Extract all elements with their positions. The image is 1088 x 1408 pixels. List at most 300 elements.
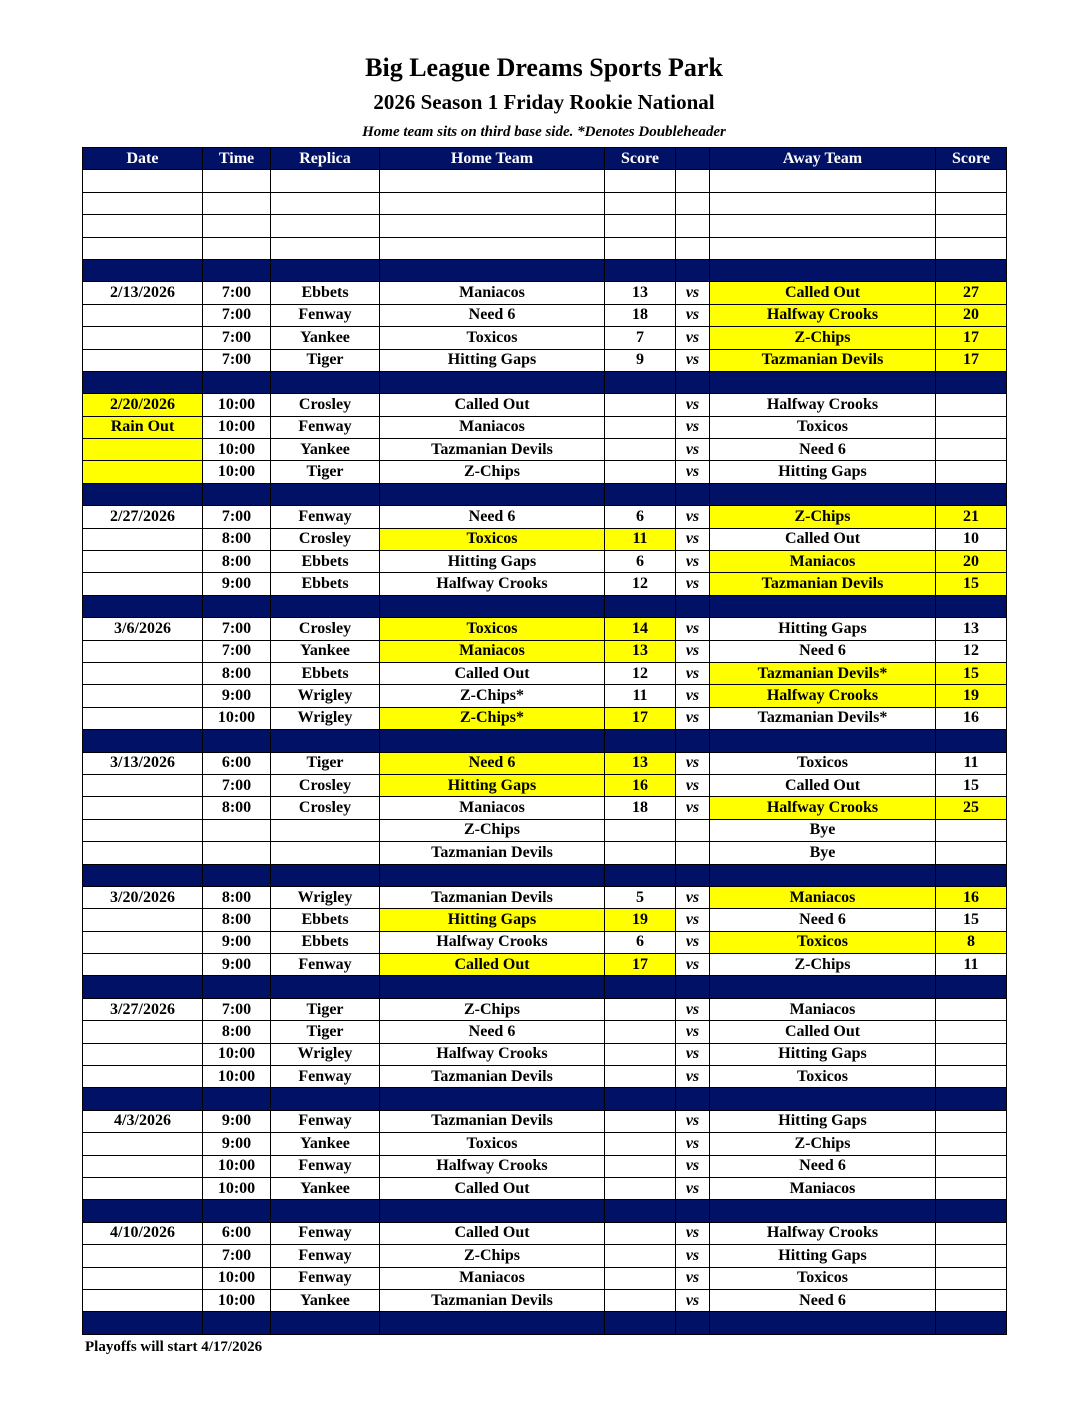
separator-cell <box>605 1088 676 1110</box>
date-cell <box>83 439 203 461</box>
away-team-cell: Called Out <box>710 282 936 304</box>
away-score-cell: 27 <box>936 282 1007 304</box>
replica-cell: Wrigley <box>271 685 380 707</box>
home-score-cell <box>605 842 676 864</box>
away-score-cell <box>936 1222 1007 1244</box>
away-score-cell: 25 <box>936 797 1007 819</box>
time-cell: 7:00 <box>203 327 271 349</box>
blank-cell <box>710 192 936 214</box>
away-team-cell: Hitting Gaps <box>710 461 936 483</box>
away-team-cell: Called Out <box>710 528 936 550</box>
away-score-cell <box>936 1177 1007 1199</box>
time-cell: 9:00 <box>203 931 271 953</box>
game-row <box>83 797 1007 819</box>
game-row <box>83 774 1007 796</box>
away-team-cell: Need 6 <box>710 909 936 931</box>
vs-cell <box>676 819 710 841</box>
separator-cell <box>271 730 380 752</box>
date-cell <box>83 954 203 976</box>
away-team-cell: Called Out <box>710 1021 936 1043</box>
date-cell <box>83 797 203 819</box>
vs-cell: vs <box>676 685 710 707</box>
home-score-cell: 7 <box>605 327 676 349</box>
away-score-cell <box>936 439 1007 461</box>
blank-cell <box>83 192 203 214</box>
away-team-cell: Maniacos <box>710 1177 936 1199</box>
home-score-cell: 13 <box>605 640 676 662</box>
blank-cell <box>710 237 936 259</box>
separator-cell <box>676 1312 710 1334</box>
separator-cell <box>936 1200 1007 1222</box>
away-score-cell: 16 <box>936 886 1007 908</box>
separator-cell <box>380 864 605 886</box>
col-date-header: Date <box>83 148 203 170</box>
separator-cell <box>83 1312 203 1334</box>
separator-cell <box>936 595 1007 617</box>
home-score-cell: 16 <box>605 774 676 796</box>
blank-cell <box>271 192 380 214</box>
separator-cell <box>676 259 710 281</box>
game-row <box>83 439 1007 461</box>
home-score-cell: 14 <box>605 618 676 640</box>
vs-cell: vs <box>676 439 710 461</box>
game-row <box>83 282 1007 304</box>
away-score-cell <box>936 394 1007 416</box>
separator-cell <box>676 976 710 998</box>
separator-cell <box>83 483 203 505</box>
vs-cell: vs <box>676 349 710 371</box>
date-cell: 4/10/2026 <box>83 1222 203 1244</box>
time-cell: 7:00 <box>203 349 271 371</box>
col-away-team-header: Away Team <box>710 148 936 170</box>
replica-cell: Crosley <box>271 797 380 819</box>
game-row <box>83 394 1007 416</box>
date-cell <box>83 685 203 707</box>
away-team-cell: Tazmanian Devils <box>710 349 936 371</box>
date-cell <box>83 774 203 796</box>
separator-cell <box>605 730 676 752</box>
separator-cell <box>710 976 936 998</box>
replica-cell: Yankee <box>271 1177 380 1199</box>
away-score-cell: 20 <box>936 304 1007 326</box>
separator-cell <box>710 371 936 393</box>
page-title: Big League Dreams Sports Park <box>365 53 723 82</box>
game-row <box>83 1267 1007 1289</box>
home-score-cell <box>605 1133 676 1155</box>
replica-cell: Fenway <box>271 304 380 326</box>
replica-cell: Tiger <box>271 1021 380 1043</box>
col-home-score-header: Score <box>605 148 676 170</box>
away-score-cell: 13 <box>936 618 1007 640</box>
date-cell <box>83 1043 203 1065</box>
time-cell: 10:00 <box>203 416 271 438</box>
home-team-cell: Hitting Gaps <box>380 909 605 931</box>
away-team-cell: Need 6 <box>710 1289 936 1311</box>
replica-cell: Crosley <box>271 394 380 416</box>
game-row <box>83 1133 1007 1155</box>
vs-cell: vs <box>676 304 710 326</box>
date-cell <box>83 662 203 684</box>
time-cell <box>203 819 271 841</box>
replica-cell: Ebbets <box>271 573 380 595</box>
date-cell: Rain Out <box>83 416 203 438</box>
separator-cell <box>605 864 676 886</box>
away-team-cell: Halfway Crooks <box>710 394 936 416</box>
game-row <box>83 842 1007 864</box>
away-team-cell: Hitting Gaps <box>710 1110 936 1132</box>
blank-cell <box>710 215 936 237</box>
away-team-cell: Maniacos <box>710 551 936 573</box>
game-row <box>83 1110 1007 1132</box>
separator-cell <box>380 371 605 393</box>
date-cell: 2/20/2026 <box>83 394 203 416</box>
game-row <box>83 640 1007 662</box>
home-score-cell <box>605 439 676 461</box>
away-score-cell <box>936 842 1007 864</box>
replica-cell: Wrigley <box>271 707 380 729</box>
separator-cell <box>271 976 380 998</box>
blank-cell <box>380 215 605 237</box>
game-row <box>83 662 1007 684</box>
separator-cell <box>380 259 605 281</box>
away-score-cell <box>936 1155 1007 1177</box>
game-row <box>83 573 1007 595</box>
replica-cell: Ebbets <box>271 931 380 953</box>
date-cell: 4/3/2026 <box>83 1110 203 1132</box>
away-score-cell <box>936 819 1007 841</box>
replica-cell: Fenway <box>271 1110 380 1132</box>
vs-cell: vs <box>676 774 710 796</box>
home-score-cell: 5 <box>605 886 676 908</box>
home-team-cell: Called Out <box>380 662 605 684</box>
separator-cell <box>203 1088 271 1110</box>
separator-cell <box>380 483 605 505</box>
replica-cell: Ebbets <box>271 282 380 304</box>
separator-cell <box>83 864 203 886</box>
separator-cell <box>380 595 605 617</box>
vs-cell: vs <box>676 528 710 550</box>
vs-cell: vs <box>676 1155 710 1177</box>
vs-cell: vs <box>676 1267 710 1289</box>
separator-cell <box>380 1200 605 1222</box>
separator-cell <box>710 259 936 281</box>
vs-cell: vs <box>676 282 710 304</box>
home-score-cell: 13 <box>605 282 676 304</box>
home-score-cell <box>605 1021 676 1043</box>
vs-cell: vs <box>676 886 710 908</box>
separator-cell <box>710 1088 936 1110</box>
away-score-cell: 21 <box>936 506 1007 528</box>
away-score-cell <box>936 1066 1007 1088</box>
blank-cell <box>271 237 380 259</box>
header-note: Home team sits on third base side. *Denotes Doubleheader <box>362 124 726 140</box>
home-team-cell: Hitting Gaps <box>380 551 605 573</box>
replica-cell: Wrigley <box>271 1043 380 1065</box>
time-cell: 8:00 <box>203 797 271 819</box>
away-score-cell: 11 <box>936 752 1007 774</box>
game-row <box>83 1066 1007 1088</box>
week-separator <box>83 595 1007 617</box>
blank-cell <box>83 215 203 237</box>
separator-cell <box>203 1200 271 1222</box>
home-score-cell: 17 <box>605 954 676 976</box>
week-separator <box>83 976 1007 998</box>
home-score-cell: 6 <box>605 506 676 528</box>
home-score-cell <box>605 416 676 438</box>
date-cell <box>83 349 203 371</box>
home-team-cell: Z-Chips <box>380 461 605 483</box>
separator-cell <box>710 483 936 505</box>
week-separator <box>83 371 1007 393</box>
separator-cell <box>676 371 710 393</box>
separator-cell <box>380 1312 605 1334</box>
home-team-cell: Called Out <box>380 394 605 416</box>
separator-cell <box>936 483 1007 505</box>
date-cell <box>83 931 203 953</box>
blank-cell <box>676 215 710 237</box>
time-cell: 8:00 <box>203 886 271 908</box>
home-score-cell <box>605 461 676 483</box>
vs-cell: vs <box>676 1043 710 1065</box>
away-team-cell: Toxicos <box>710 416 936 438</box>
blank-cell <box>271 215 380 237</box>
home-score-cell: 11 <box>605 528 676 550</box>
date-cell <box>83 327 203 349</box>
away-team-cell: Hitting Gaps <box>710 1245 936 1267</box>
home-team-cell: Hitting Gaps <box>380 774 605 796</box>
replica-cell: Crosley <box>271 528 380 550</box>
vs-cell: vs <box>676 1133 710 1155</box>
away-score-cell: 15 <box>936 573 1007 595</box>
home-team-cell: Maniacos <box>380 640 605 662</box>
home-team-cell: Need 6 <box>380 506 605 528</box>
time-cell: 10:00 <box>203 1177 271 1199</box>
date-cell <box>83 1021 203 1043</box>
time-cell: 9:00 <box>203 685 271 707</box>
separator-cell <box>676 730 710 752</box>
away-team-cell: Halfway Crooks <box>710 685 936 707</box>
blank-row <box>83 215 1007 237</box>
blank-cell <box>203 170 271 192</box>
home-team-cell: Maniacos <box>380 416 605 438</box>
time-cell: 6:00 <box>203 752 271 774</box>
home-team-cell: Called Out <box>380 1177 605 1199</box>
date-cell <box>83 551 203 573</box>
time-cell: 7:00 <box>203 774 271 796</box>
game-row <box>83 349 1007 371</box>
replica-cell: Ebbets <box>271 551 380 573</box>
away-score-cell <box>936 1021 1007 1043</box>
blank-cell <box>605 215 676 237</box>
away-team-cell: Z-Chips <box>710 1133 936 1155</box>
game-row <box>83 909 1007 931</box>
home-score-cell <box>605 998 676 1020</box>
replica-cell: Wrigley <box>271 886 380 908</box>
home-team-cell: Need 6 <box>380 752 605 774</box>
date-cell <box>83 1289 203 1311</box>
game-row <box>83 327 1007 349</box>
blank-cell <box>676 192 710 214</box>
home-score-cell: 11 <box>605 685 676 707</box>
separator-cell <box>710 1312 936 1334</box>
date-cell <box>83 707 203 729</box>
replica-cell: Yankee <box>271 640 380 662</box>
away-score-cell: 11 <box>936 954 1007 976</box>
away-score-cell: 8 <box>936 931 1007 953</box>
separator-cell <box>676 1088 710 1110</box>
separator-cell <box>710 1200 936 1222</box>
home-team-cell: Called Out <box>380 1222 605 1244</box>
home-score-cell <box>605 1245 676 1267</box>
col-home-team-header: Home Team <box>380 148 605 170</box>
game-row <box>83 819 1007 841</box>
away-score-cell: 15 <box>936 909 1007 931</box>
home-team-cell: Z-Chips* <box>380 685 605 707</box>
away-team-cell: Toxicos <box>710 931 936 953</box>
replica-cell: Tiger <box>271 349 380 371</box>
blank-cell <box>936 237 1007 259</box>
time-cell: 8:00 <box>203 909 271 931</box>
schedule-body <box>83 170 1007 1334</box>
week-separator <box>83 1088 1007 1110</box>
separator-cell <box>936 730 1007 752</box>
time-cell: 10:00 <box>203 1066 271 1088</box>
header-row <box>83 148 1007 170</box>
away-team-cell: Z-Chips <box>710 954 936 976</box>
separator-cell <box>203 595 271 617</box>
game-row <box>83 1155 1007 1177</box>
replica-cell: Fenway <box>271 1222 380 1244</box>
away-score-cell: 15 <box>936 662 1007 684</box>
separator-cell <box>936 1312 1007 1334</box>
game-row <box>83 551 1007 573</box>
separator-cell <box>936 1088 1007 1110</box>
vs-cell: vs <box>676 797 710 819</box>
away-team-cell: Hitting Gaps <box>710 618 936 640</box>
home-team-cell: Z-Chips <box>380 819 605 841</box>
blank-cell <box>710 170 936 192</box>
home-team-cell: Halfway Crooks <box>380 1043 605 1065</box>
time-cell: 9:00 <box>203 1133 271 1155</box>
away-score-cell: 10 <box>936 528 1007 550</box>
blank-cell <box>271 170 380 192</box>
home-score-cell: 17 <box>605 707 676 729</box>
game-row <box>83 931 1007 953</box>
blank-cell <box>380 170 605 192</box>
game-row <box>83 998 1007 1020</box>
separator-cell <box>605 976 676 998</box>
away-score-cell: 16 <box>936 707 1007 729</box>
replica-cell: Ebbets <box>271 909 380 931</box>
blank-cell <box>203 237 271 259</box>
game-row <box>83 416 1007 438</box>
date-cell: 3/20/2026 <box>83 886 203 908</box>
away-team-cell: Bye <box>710 819 936 841</box>
blank-cell <box>936 170 1007 192</box>
away-team-cell: Maniacos <box>710 886 936 908</box>
week-separator <box>83 259 1007 281</box>
vs-cell <box>676 842 710 864</box>
away-score-cell <box>936 1133 1007 1155</box>
home-team-cell: Z-Chips <box>380 998 605 1020</box>
blank-cell <box>936 192 1007 214</box>
replica-cell <box>271 842 380 864</box>
away-score-cell <box>936 1289 1007 1311</box>
away-score-cell <box>936 1043 1007 1065</box>
date-cell <box>83 304 203 326</box>
vs-cell: vs <box>676 1222 710 1244</box>
vs-cell: vs <box>676 618 710 640</box>
away-team-cell: Maniacos <box>710 998 936 1020</box>
separator-cell <box>83 1088 203 1110</box>
away-team-cell: Halfway Crooks <box>710 1222 936 1244</box>
vs-cell: vs <box>676 752 710 774</box>
time-cell: 10:00 <box>203 1267 271 1289</box>
away-team-cell: Hitting Gaps <box>710 1043 936 1065</box>
game-row <box>83 618 1007 640</box>
vs-cell: vs <box>676 416 710 438</box>
replica-cell: Yankee <box>271 439 380 461</box>
home-team-cell: Tazmanian Devils <box>380 439 605 461</box>
home-score-cell: 18 <box>605 304 676 326</box>
separator-cell <box>605 371 676 393</box>
vs-cell: vs <box>676 640 710 662</box>
time-cell: 7:00 <box>203 506 271 528</box>
separator-cell <box>203 1312 271 1334</box>
blank-cell <box>83 237 203 259</box>
blank-cell <box>605 237 676 259</box>
home-team-cell: Need 6 <box>380 304 605 326</box>
game-row <box>83 1245 1007 1267</box>
game-row <box>83 1289 1007 1311</box>
replica-cell <box>271 819 380 841</box>
away-score-cell <box>936 998 1007 1020</box>
blank-cell <box>936 215 1007 237</box>
home-score-cell <box>605 1155 676 1177</box>
separator-cell <box>676 1200 710 1222</box>
blank-row <box>83 192 1007 214</box>
separator-cell <box>605 595 676 617</box>
separator-cell <box>271 1200 380 1222</box>
blank-cell <box>203 215 271 237</box>
time-cell: 7:00 <box>203 998 271 1020</box>
away-team-cell: Tazmanian Devils <box>710 573 936 595</box>
time-cell: 8:00 <box>203 551 271 573</box>
home-team-cell: Toxicos <box>380 327 605 349</box>
separator-cell <box>83 1200 203 1222</box>
date-cell: 2/13/2026 <box>83 282 203 304</box>
home-team-cell: Z-Chips* <box>380 707 605 729</box>
separator-cell <box>203 864 271 886</box>
date-cell: 3/6/2026 <box>83 618 203 640</box>
separator-cell <box>676 483 710 505</box>
date-cell: 3/27/2026 <box>83 998 203 1020</box>
date-cell <box>83 819 203 841</box>
home-score-cell: 12 <box>605 573 676 595</box>
game-row <box>83 685 1007 707</box>
home-team-cell: Tazmanian Devils <box>380 1110 605 1132</box>
replica-cell: Yankee <box>271 327 380 349</box>
home-team-cell: Halfway Crooks <box>380 573 605 595</box>
separator-cell <box>605 1200 676 1222</box>
vs-cell: vs <box>676 1177 710 1199</box>
separator-cell <box>271 1312 380 1334</box>
game-row <box>83 1043 1007 1065</box>
blank-cell <box>605 192 676 214</box>
home-team-cell: Toxicos <box>380 528 605 550</box>
away-score-cell: 17 <box>936 327 1007 349</box>
separator-cell <box>936 371 1007 393</box>
